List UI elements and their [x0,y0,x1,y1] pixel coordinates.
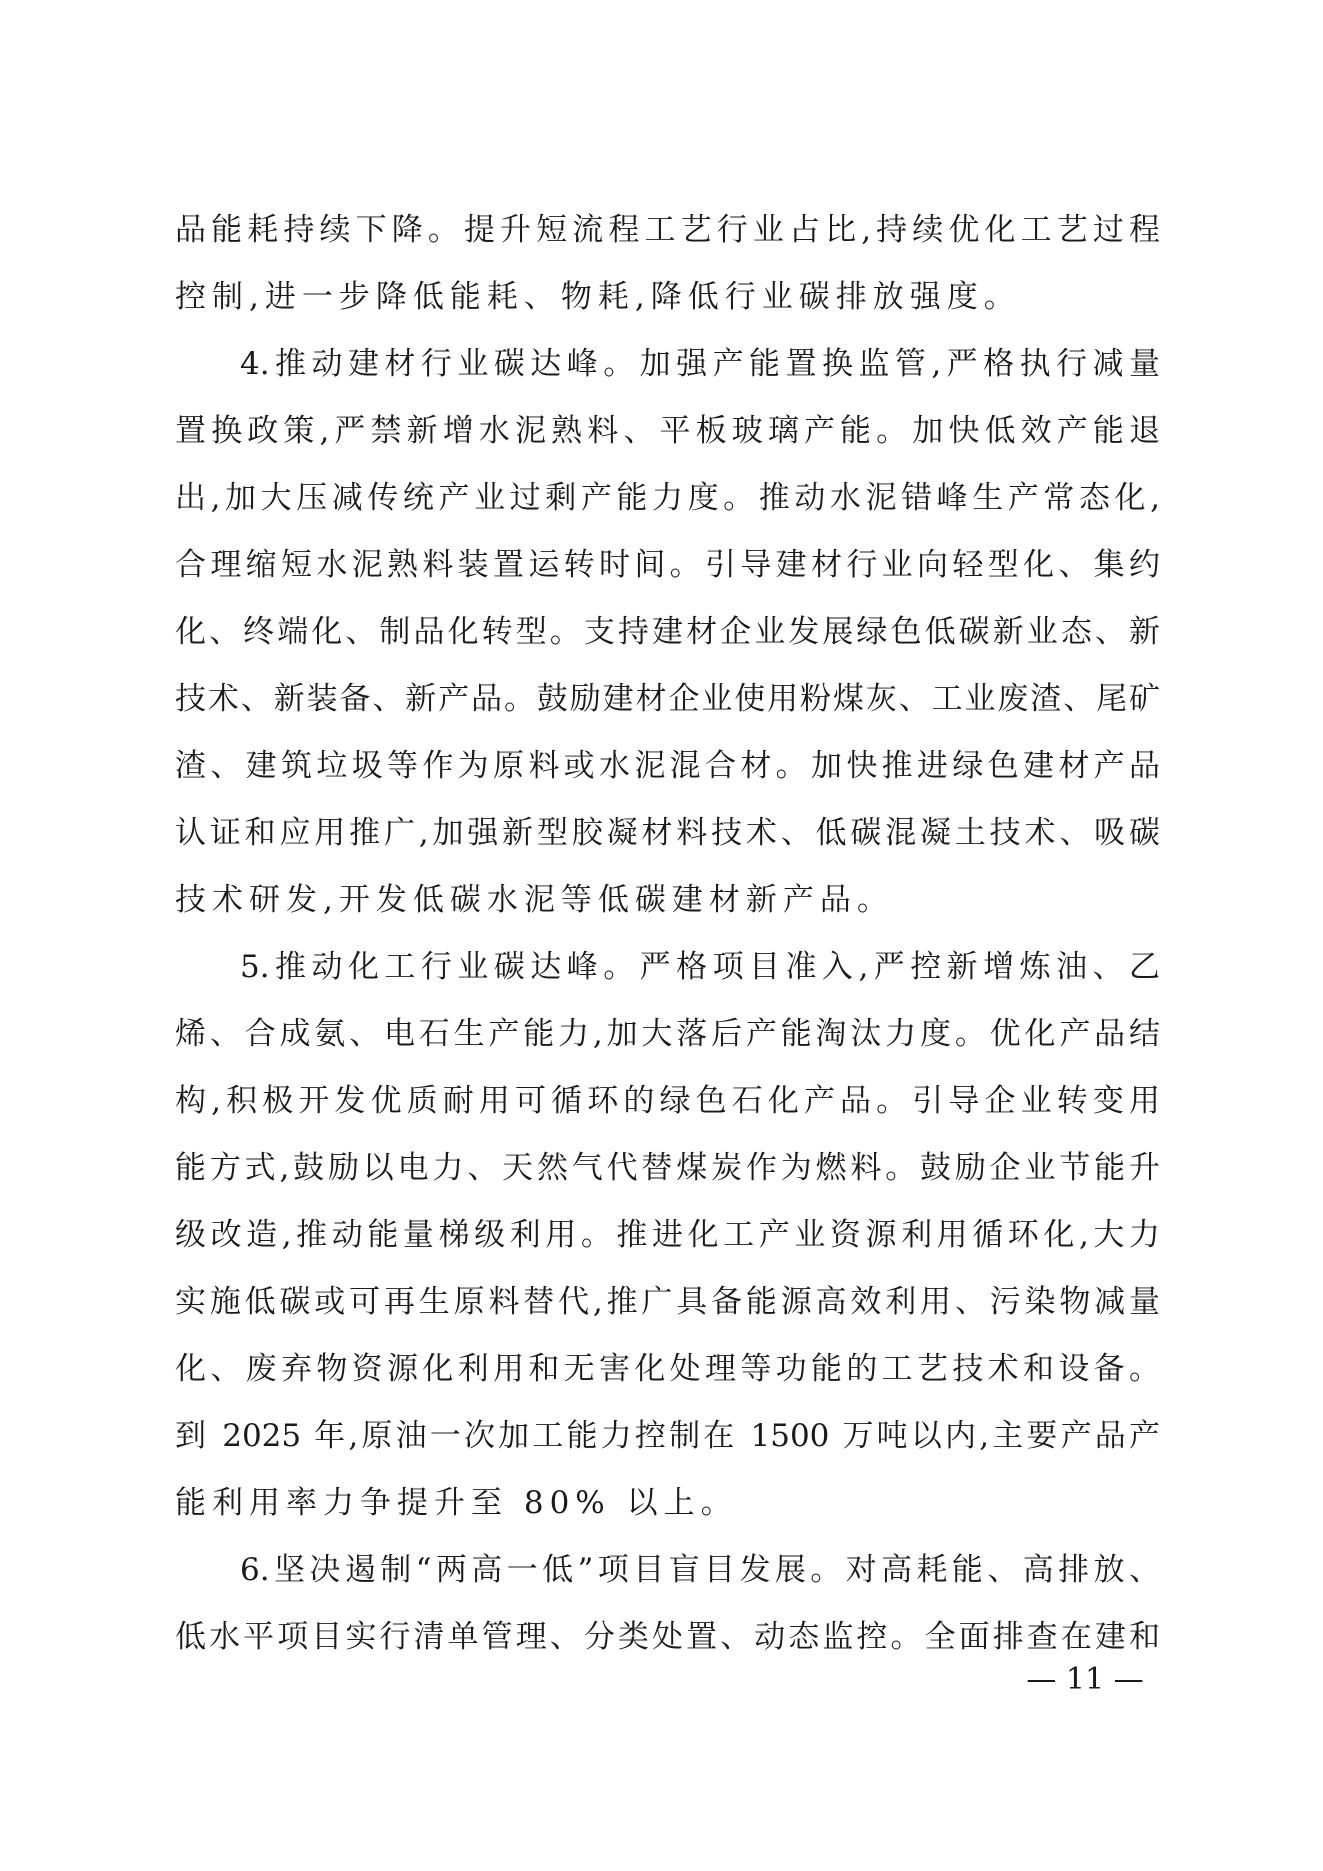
text-line-15: 能方式,鼓励以电力、天然气代替煤炭作为燃料。鼓励企业节能升 [175,1150,1160,1186]
text-line-9: 渣、建筑垃圾等作为原料或水泥混合材。加快推进绿色建材产品 [175,748,1160,784]
text-line-19: 到 2025 年,原油一次加工能力控制在 1500 万吨以内,主要产品产 [175,1418,1160,1454]
page-number: — 11 — [1026,1662,1144,1697]
text-line-11: 技术研发,开发低碳水泥等低碳建材新产品。 [175,882,894,918]
text-line-17: 实施低碳或可再生原料替代,推广具备能源高效利用、污染物减量 [175,1284,1160,1320]
text-line-6: 合理缩短水泥熟料装置运转时间。引导建材行业向轻型化、集约 [175,547,1160,583]
text-line-20: 能利用率力争提升至 80% 以上。 [175,1485,738,1521]
section-6-heading-line: 6.坚决遏制“两高一低”项目盲目发展。对高耗能、高排放、 [240,1552,1160,1588]
text-line-14: 构,积极开发优质耐用可循环的绿色石化产品。引导企业转变用 [175,1083,1160,1119]
text-line-10: 认证和应用推广,加强新型胶凝材料技术、低碳混凝土技术、吸碳 [175,815,1160,851]
text-line-1: 品能耗持续下降。提升短流程工艺行业占比,持续优化工艺过程 [175,212,1160,248]
text-line-8: 技术、新装备、新产品。鼓励建材企业使用粉煤灰、工业废渣、尾矿 [175,681,1160,717]
text-line-22: 低水平项目实行清单管理、分类处置、动态监控。全面排查在建和 [175,1619,1160,1655]
text-line-7: 化、终端化、制品化转型。支持建材企业发展绿色低碳新业态、新 [175,614,1160,650]
text-line-4: 置换政策,严禁新增水泥熟料、平板玻璃产能。加快低效产能退 [175,413,1160,449]
section-4-heading-line: 4.推动建材行业碳达峰。加强产能置换监管,严格执行减量 [240,346,1160,382]
text-line-16: 级改造,推动能量梯级利用。推进化工产业资源利用循环化,大力 [175,1217,1160,1253]
text-line-18: 化、废弃物资源化利用和无害化处理等功能的工艺技术和设备。 [175,1351,1160,1387]
text-line-2: 控制,进一步降低能耗、物耗,降低行业碳排放强度。 [175,279,1021,315]
text-line-5: 出,加大压减传统产业过剩产能力度。推动水泥错峰生产常态化, [175,480,1160,516]
text-line-13: 烯、合成氨、电石生产能力,加大落后产能淘汰力度。优化产品结 [175,1016,1160,1052]
section-5-heading-line: 5.推动化工行业碳达峰。严格项目准入,严控新增炼油、乙 [240,949,1160,985]
